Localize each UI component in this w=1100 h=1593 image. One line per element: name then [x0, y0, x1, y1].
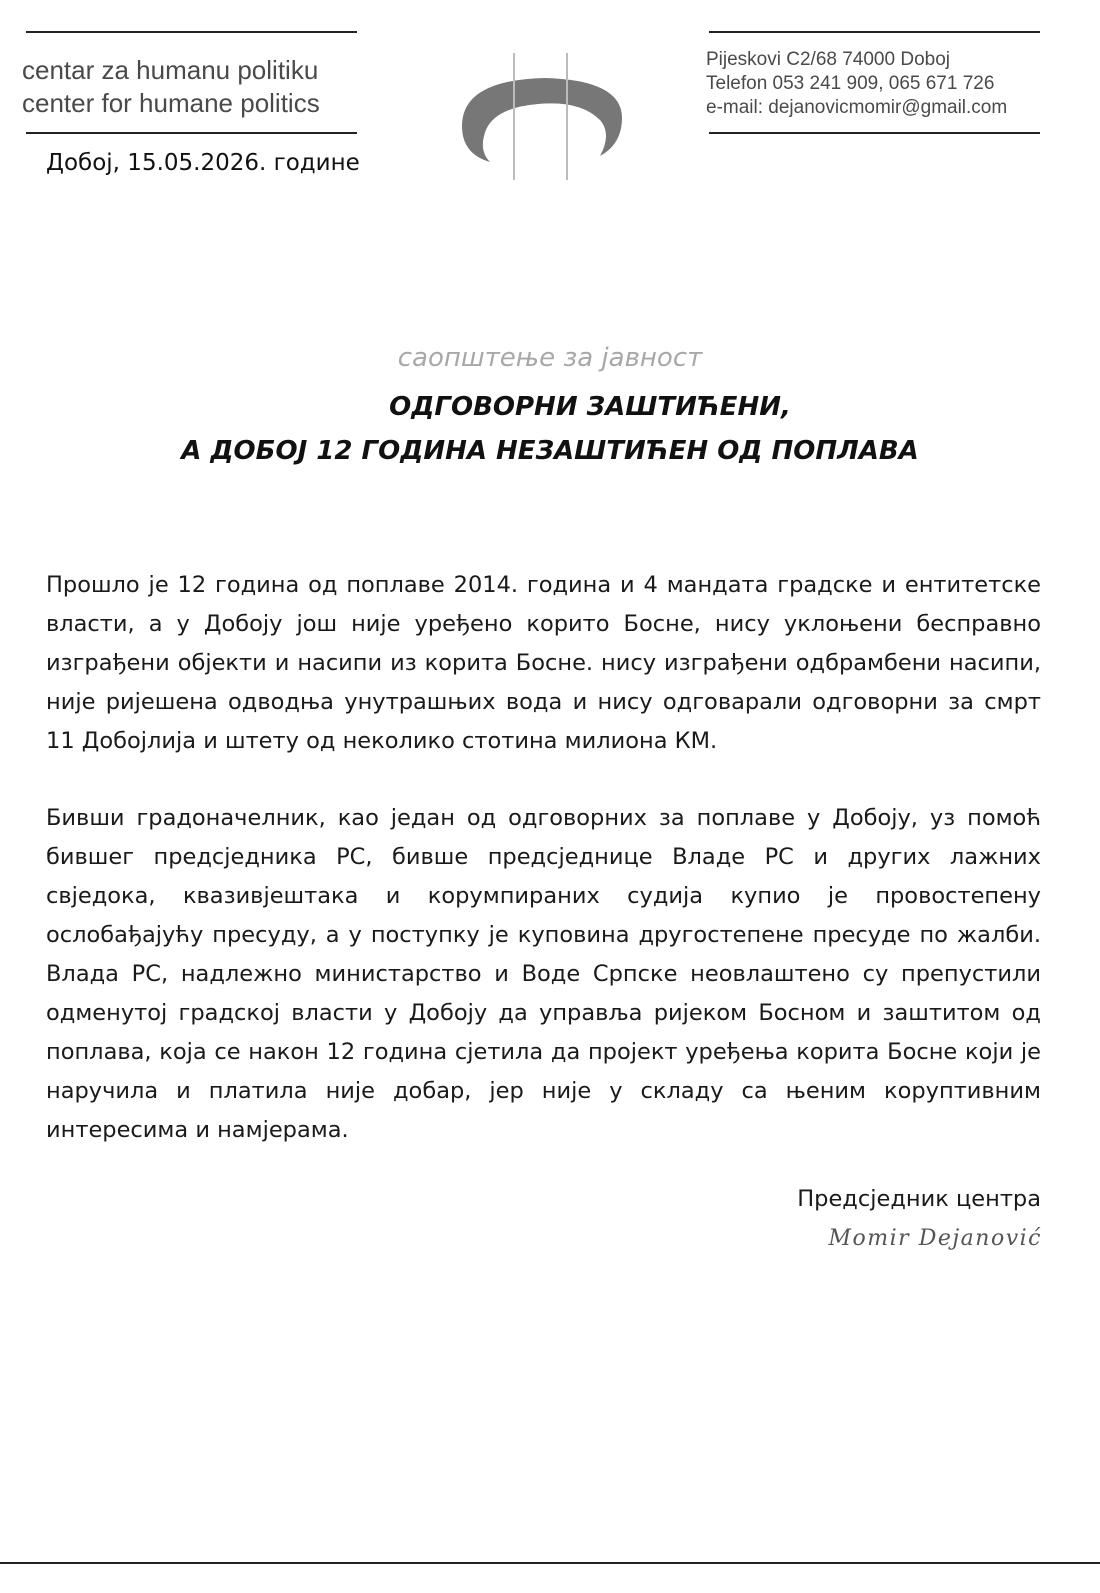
signature-name: Momir Dejanović	[828, 1226, 1042, 1251]
header-rule-left-bottom	[26, 132, 357, 134]
organization-name-english: center for humane politics	[22, 88, 320, 118]
body-paragraph-1: Прошло је 12 година од поплаве 2014. година и 4 мандата градске и ентитетске власти, а у Добоју још није уређено корито Босне, нису уклоњени бесправно изграђени објекти и насипи из корита Босне. нису изграђени одбрамбени насипи, није ријешена одводња унутрашњих вода и нису одговарали одговорни за смрт 11 Добојлија и штету од неколико стотина милиона КМ.	[46, 572, 1041, 754]
header-rule-right-bottom	[709, 132, 1040, 134]
document-type-subtitle: саопштење за јавност	[397, 343, 703, 373]
signature-title: Предсједник центра	[797, 1186, 1041, 1212]
document-title-line-2: А ДОБОЈ 12 ГОДИНА НЕЗАШТИЋЕН ОД ПОПЛАВА	[181, 436, 919, 466]
logo-arc-shape	[462, 78, 622, 162]
contact-address: Pijeskovi C2/68 74000 Doboj	[706, 49, 950, 70]
header-rule-right-top	[709, 31, 1040, 33]
document-title-line-1: ОДГОВОРНИ ЗАШТИЋЕНИ,	[389, 392, 791, 422]
organization-name	[22, 54, 382, 120]
contact-email: e-mail: dejanovicmomir@gmail.com	[706, 97, 1008, 118]
contact-block	[706, 48, 1007, 120]
contact-phone: Telefon 053 241 909, 065 671 726	[706, 73, 995, 94]
header-rule-left-top	[26, 31, 357, 33]
organization-logo	[450, 48, 630, 188]
body-paragraph-2: Бивши градоначелник, као један од одговорних за поплаве у Добоју, уз помоћ бившег предсједника РС, бивше предсједнице Владе РС и других лажних свједока, квазивјештака и корумпираних судија купио је провостепену ослобађајућу пресуду, а у поступку је куповина другостепене пресуде по жалби. Влада РС, надлежно министарство и Воде Српске неовлаштено су препустили одменутој градској власти у Добоју да управља ријеком Босном и заштитом од поплава, која се након 12 година сјетила да пројект уређења корита Босне који је наручила и платила није добар, јер није у складу са њеним коруптивним интересима и намјерама.	[46, 805, 1041, 1143]
organization-name-local: centar za humanu politiku	[22, 55, 319, 85]
document-date: Добој, 15.05.2026. године	[46, 150, 360, 176]
footer-rule	[0, 1562, 1100, 1564]
